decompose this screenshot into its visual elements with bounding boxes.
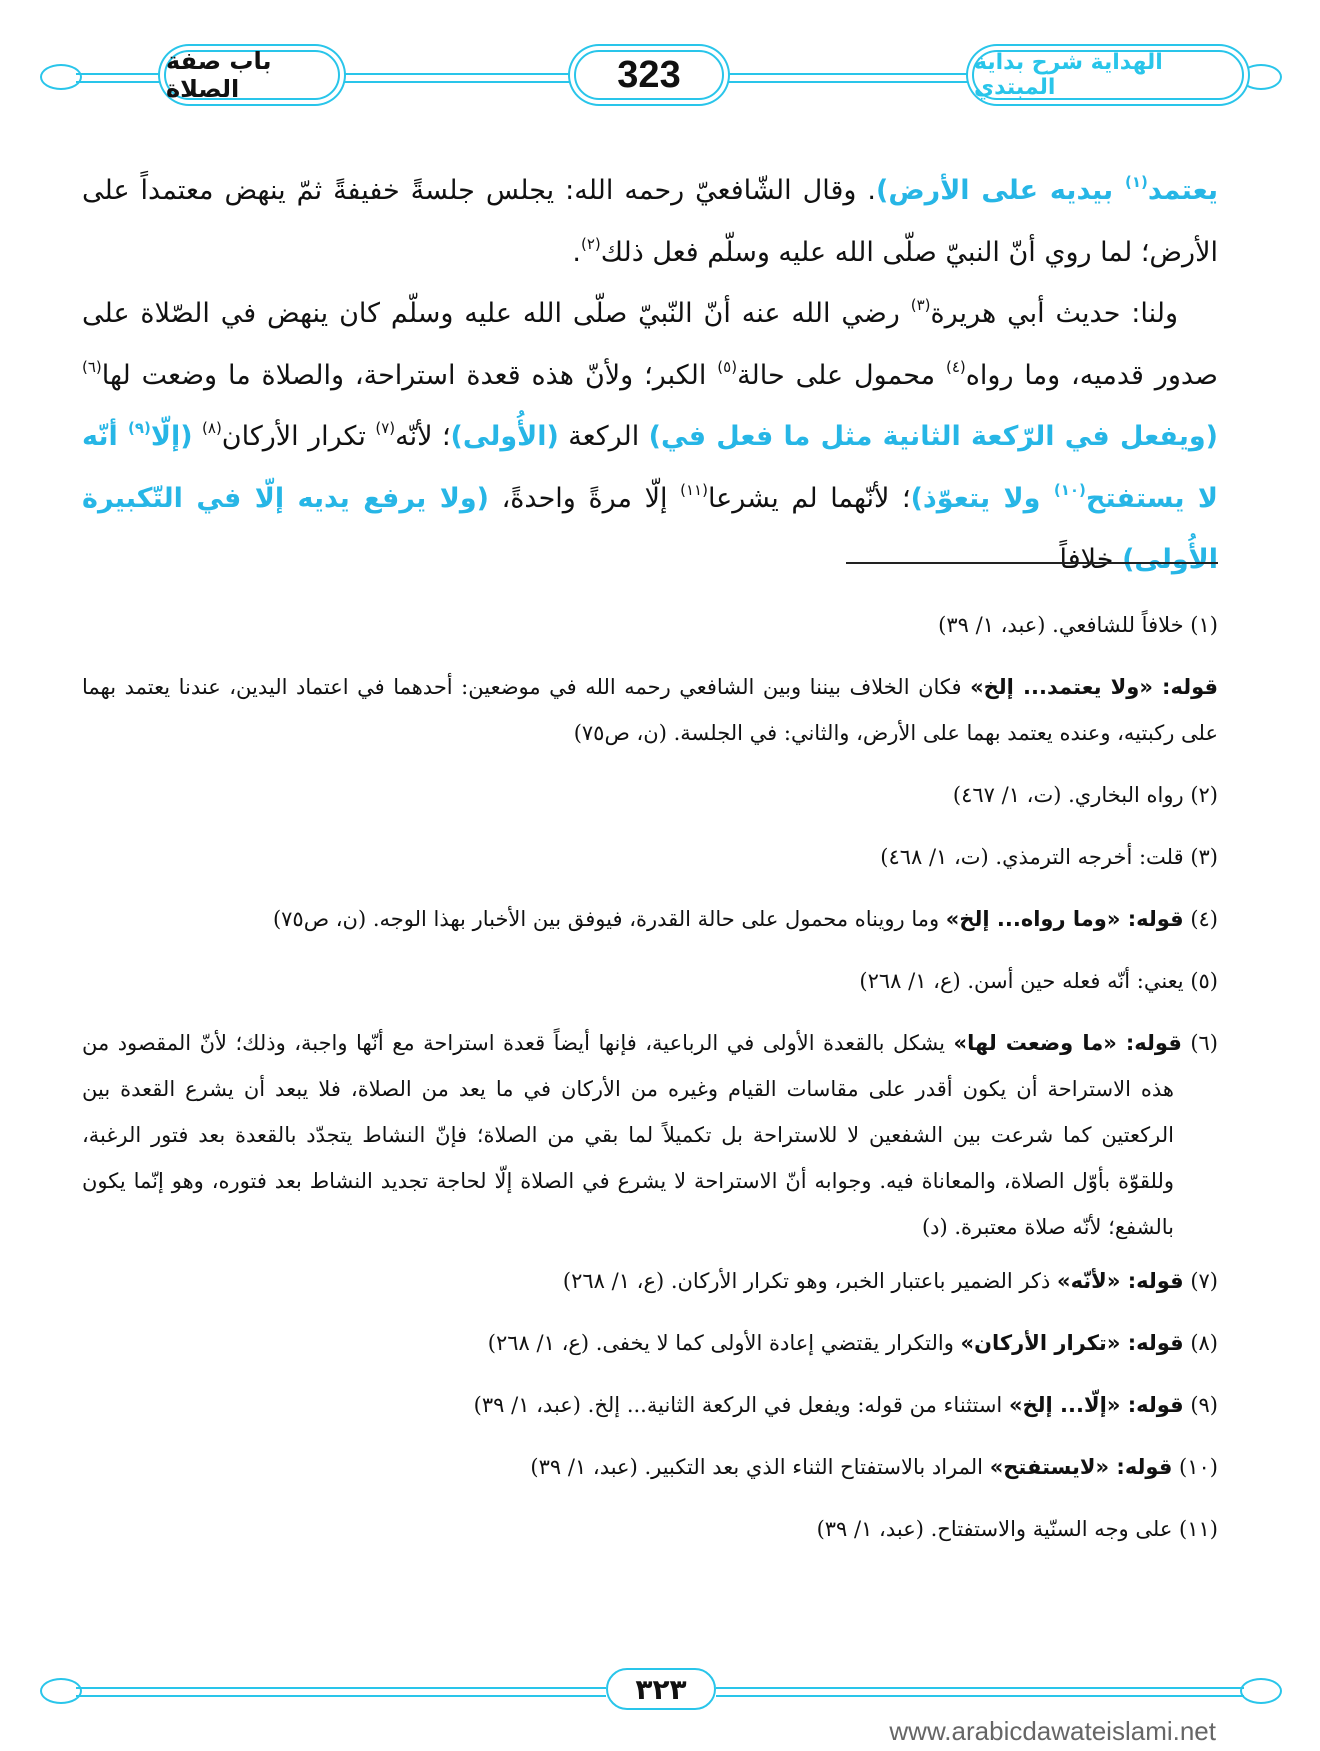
footnote-11: (١١) على وجه السنّية والاستفتاح. (عبد، ١/ ٣٩) <box>816 1517 1218 1541</box>
right-ornament-icon <box>1240 64 1282 90</box>
footnote-text: ذكر الضمير باعتبار الخبر، وهو تكرار الأركان. (ع، ١/ ٢٦٨) <box>562 1269 1057 1293</box>
footnote-marker: (١٠) <box>1053 480 1086 499</box>
text-span: محمول على حالة <box>737 359 946 391</box>
footnote-marker: (٧) <box>375 419 396 437</box>
page-number-box <box>574 50 724 100</box>
right-ornament-icon <box>1240 1678 1282 1704</box>
footnote-label: قوله: «تكرار الأركان» <box>960 1331 1184 1355</box>
text-span: ولنا: حديث أبي هريرة <box>930 298 1178 329</box>
footer-page-number: ٣٢٣ <box>635 1672 687 1706</box>
footnote-marker: (٢) <box>580 234 601 253</box>
page-number: 323 <box>617 53 681 96</box>
footnote-3: (٣) قلت: أخرجه الترمذي. (ت، ١/ ٤٦٨) <box>880 845 1218 869</box>
footnote-4 <box>82 888 1218 950</box>
footnote-9 <box>82 1374 1218 1436</box>
footnote-label: قوله: «وما رواه... إلخ» <box>945 907 1184 931</box>
text-span: خلافاً <box>1059 544 1123 575</box>
text-span: تكرار الأركان <box>221 421 376 452</box>
chapter-title-box <box>164 47 340 103</box>
footer-rule-right <box>716 1687 1244 1697</box>
highlighted-text: (ويفعل في الرّكعة الثانية مثل ما فعل في) <box>648 421 1218 452</box>
footnote-text: وما رويناه محمول على حالة القدرة، فيوفق بين الأخبار بهذا الوجه. (ن، ص٧٥) <box>272 907 946 931</box>
footnote-number: (٧) <box>1183 1269 1218 1293</box>
footnote-number: (٨) <box>1183 1331 1218 1355</box>
highlighted-text: (ولا يرفع يديه إلّا في التّكبيرة الأُولى) <box>82 482 1218 575</box>
highlighted-text: أنّه لا يستفتح <box>82 421 1218 514</box>
footnote-2: (٢) رواه البخاري. (ت، ١/ ٤٦٧) <box>952 783 1218 807</box>
book-title: الهداية شرح بداية المبتدي <box>974 50 1163 100</box>
footnote-text: يشكل بالقعدة الأولى في الرباعية، فإنها أيضاً قعدة استراحة مع أنّها واجبة، وذلك؛ لأنّ المقصود من هذه الاستراحة أن يكون أقدر على مقاسات القيام وغيره من الأركان في ما يعد من الصلاة، فلا يبعد أن يشرع القعدة بين الركعتين كما شرعت بين الشفعين لا للاستراحة بل تكميلاً لما بقي من الصلاة؛ فإنّ النشاط يتجدّد بالقعدة بعد فتور الرغبة، وللقوّة بأوّل الصلاة، والمعاناة فيه. وجوابه أنّ الاستراحة لا يشرع في الصلاة إلّا لحاجة تجديد النشاط بعد فتوره، وهو إنّما يكون بالشفع؛ لأنّه صلاة معتبرة. (د) <box>82 1031 1174 1239</box>
main-text <box>82 160 1218 591</box>
text-span: ؛ لأنّهما لم يشرعا <box>707 482 911 514</box>
text-span: الركعة <box>558 421 649 452</box>
footnote-1: (١) خلافاً للشافعي. (عبد، ١/ ٣٩) <box>938 613 1218 637</box>
header-rule-left <box>76 73 164 83</box>
footnote-marker: (٦) <box>82 357 102 376</box>
footnote-text: المراد بالاستفتاح الثناء الذي بعد التكبير. (عبد، ١/ ٣٩) <box>530 1455 990 1479</box>
footnote-number: (٦) <box>1181 1031 1218 1055</box>
footnote-number: (٤) <box>1183 907 1218 931</box>
main-paragraph-1 <box>82 160 1218 283</box>
footnote-label: قوله: «ما وضعت لها» <box>953 1031 1182 1055</box>
footnote-1-commentary <box>82 656 1218 764</box>
footnote-marker: (٨) <box>202 419 222 437</box>
footnote-label: قوله: «ولا يعتمد... إلخ» <box>970 675 1218 699</box>
book-title-box <box>972 50 1244 100</box>
footnote-marker: (١١) <box>680 480 708 499</box>
footnote-text: والتكرار يقتضي إعادة الأولى كما لا يخفى. (ع، ١/ ٢٦٨) <box>487 1331 961 1355</box>
text-span: . <box>572 236 581 268</box>
footer-rule-left <box>76 1687 606 1697</box>
footnote-6 <box>82 1012 1218 1258</box>
text-span: إلّا مرةً واحدةً، <box>488 482 681 514</box>
footnote-text: فكان الخلاف بيننا وبين الشافعي رحمه الله في موضعين: أحدهما في اعتماد اليدين، عندنا يعتمد بهما على ركبتيه، وعنده يعتمد بهما على الأرض، والثاني: في الجلسة. (ن، ص٧٥) <box>82 675 1218 745</box>
website-url: www.arabicdawateislami.net <box>889 1716 1216 1746</box>
footnote-label: قوله: «لأنّه» <box>1057 1269 1184 1293</box>
text-span: الكبر؛ ولأنّ هذه قعدة استراحة، والصلاة ما وضعت لها <box>101 359 718 391</box>
header-rule-mid-right <box>726 73 970 83</box>
chapter-title: باب صفة الصلاة <box>166 47 272 103</box>
footnote-7 <box>82 1258 1218 1312</box>
highlighted-text: ولا يتعوّذ) <box>910 482 1054 514</box>
highlighted-text: بيديه على الأرض) <box>875 175 1125 206</box>
footnote-marker: (١) <box>1125 173 1148 191</box>
text-span: رضي الله عنه أنّ النّبيّ صلّى الله عليه وسلّم كان ينهض في الصّلاة على صدور قدميه، وما رواه <box>82 298 1218 391</box>
page-footer <box>40 1666 1280 1716</box>
footnote-10 <box>82 1436 1218 1498</box>
footnote-text: استثناء من قوله: ويفعل في الركعة الثانية... إلخ. (عبد، ١/ ٣٩) <box>473 1393 1009 1417</box>
footnote-8 <box>82 1312 1218 1374</box>
footnote-marker: (٥) <box>717 357 738 376</box>
footnote-separator <box>846 562 1218 564</box>
text-span <box>193 421 202 452</box>
footnote-label: قوله: «لايستفتح» <box>989 1455 1173 1479</box>
footnotes <box>82 594 1218 1560</box>
text-span: ؛ لأنّه <box>395 421 451 452</box>
footnote-marker: (٤) <box>946 357 966 376</box>
footnote-number: (٩) <box>1183 1393 1218 1417</box>
text-span: . وقال الشّافعيّ رحمه الله: يجلس جلسةً خفيفةً ثمّ ينهض معتمداً على الأرض؛ لما روي أنّ النبيّ صلّى الله عليه وسلّم فعل ذلك <box>82 175 1218 268</box>
footnote-number: (١٠) <box>1172 1455 1218 1479</box>
main-paragraph-2 <box>82 283 1218 591</box>
highlighted-text: (إلّا <box>150 421 193 452</box>
highlighted-text: (الأُولى) <box>450 421 559 452</box>
footnote-5: (٥) يعني: أنّه فعله حين أسن. (ع، ١/ ٢٦٨) <box>859 969 1218 993</box>
footnote-marker: (٣) <box>910 296 931 314</box>
highlighted-text: يعتمد <box>1147 175 1218 206</box>
footer-page-number-box <box>606 1668 716 1710</box>
page-header <box>40 42 1280 112</box>
footnote-marker: (٩) <box>128 419 151 437</box>
footnote-label: قوله: «إلّا... إلخ» <box>1008 1393 1184 1417</box>
header-rule-mid-left <box>340 73 570 83</box>
